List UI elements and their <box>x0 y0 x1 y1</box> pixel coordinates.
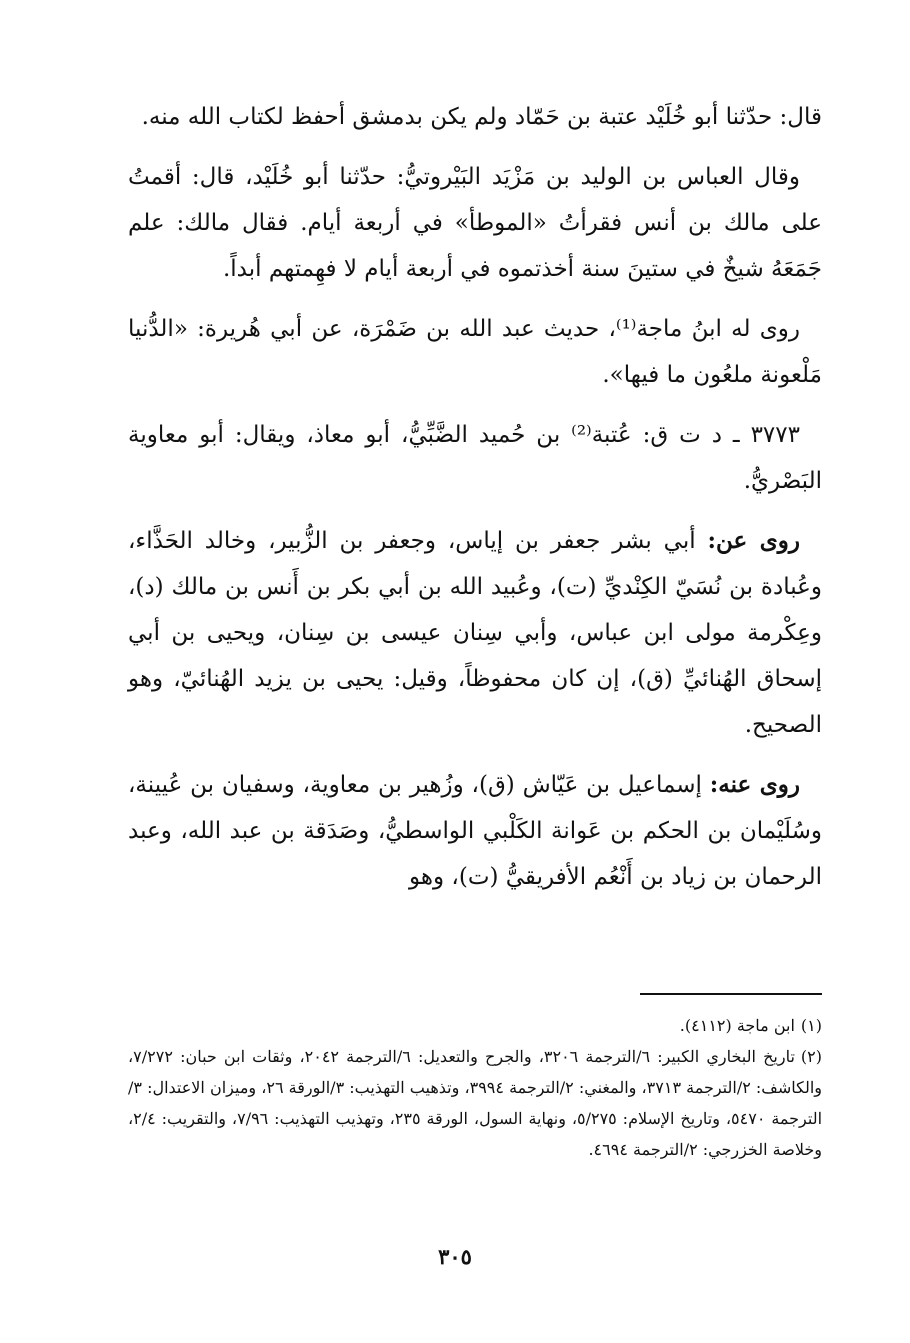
footnote-text: ابن ماجة (٤١١٢). <box>679 1016 795 1035</box>
rawa-anhu-label: روى عنه: <box>709 771 800 798</box>
footnote-1 <box>128 1010 822 1041</box>
paragraph-rawa-anhu <box>128 762 822 900</box>
paragraph-ibn-majah: روى له ابنُ ماجة⁽¹⁾، حديث عبد الله بن ضَمْرَة، عن أبي هُريرة: «الدُّنيا مَلْعونة ملعُون ما فيها». <box>128 316 822 388</box>
footnote-text: تاريخ البخاري الكبير: ٦/الترجمة ٣٢٠٦، والجرح والتعديل: ٦/الترجمة ٢٠٤٢، وثقات ابن حبان: ٧/٢٧٢، والكاشف: ٢/الترجمة ٣٧١٣، والمغني: ٢/الترجمة ٣٩٩٤، وتذهيب التهذيب: ٣/الورقة ٢٦، وميزان الاعتدال: ٣/الترجمة ٥٤٧٠، وتاريخ الإسلام: ٥/٢٧٥، ونهاية السول، الورقة ٢٣٥، وتهذيب التهذيب: ٧/٩٦، والتقريب: ٢/٤، وخلاصة الخزرجي: ٢/الترجمة ٤٦٩٤. <box>128 1047 823 1159</box>
footnote-number: (١) <box>800 1016 822 1035</box>
rawa-an-label: روى عن: <box>707 527 800 554</box>
page-number: ٣٠٥ <box>438 1244 472 1269</box>
paragraph-abbas-quote: وقال العباس بن الوليد بن مَزْيَد البَيْروتيُّ: حدّثنا أبو خُلَيْد، قال: أقمتُ على مالك بن أنس فقرأتُ «الموطأ» في أربعة أيام. فقال مالك: علم جَمَعَهُ شيخٌ في ستينَ سنة أخذتموه في أربعة أيام لا فهِمتهم أبداً. <box>128 164 822 282</box>
paragraph-rawa-an <box>128 518 822 748</box>
paragraph-abu-khulayd-quote: قال: حدّثنا أبو خُلَيْد عتبة بن حَمّاد ولم يكن بدمشق أحفظ لكتاب الله منه. <box>141 104 822 130</box>
footnote-divider <box>640 993 822 995</box>
main-text <box>128 94 822 900</box>
footnote-number: (٢) <box>800 1047 823 1066</box>
footnote-2 <box>128 1041 822 1165</box>
entry-heading-3773: ٣٧٧٣ ـ د ت ق: عُتبة⁽²⁾ بن حُميد الضَّبِّيُّ، أبو معاذ، ويقال: أبو معاوية البَصْريُّ. <box>128 422 822 494</box>
rawa-an-text: أبي بشر جعفر بن إياس، وجعفر بن الزُّبير، وخالد الحَذَّاء، وعُبادة بن نُسَيّ الكِنْديِّ (ت)، وعُبيد الله بن أبي بكر بن أَنس بن مالك (د)، وعِكْرمة مولى ابن عباس، وأبي سِنان عيسى بن سِنان، ويحيى بن أبي إسحاق الهُنائيِّ (ق)، إن كان محفوظاً، وقيل: يحيى بن يزيد الهُنائيّ، وهو الصحيح. <box>128 528 822 738</box>
rawa-anhu-text: إسماعيل بن عَيّاش (ق)، وزُهير بن معاوية، وسفيان بن عُيينة، وسُلَيْمان بن الحكم بن عَوانة الكَلْبي الواسطيُّ، وصَدَقة بن عبد الله، وعبد الرحمان بن زياد بن أَنْعُم الأفريقيُّ (ت)، وهو <box>128 772 822 890</box>
footnotes <box>128 1010 822 1165</box>
